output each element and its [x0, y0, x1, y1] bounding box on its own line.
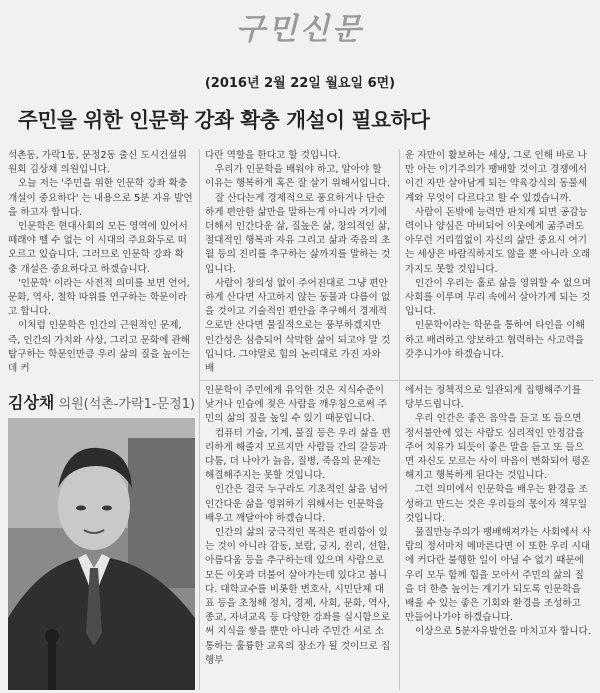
article-headline: 주민을 위한 인문학 강좌 확충 개설이 필요하다 — [18, 108, 430, 132]
paragraph: 우리 인간은 좋은 음악을 듣고 또 들으면 정서불안에 있는 사람도 심리적인 안정감을 주어 치유가 되듯이 좋은 말을 듣고 또 들으면 자신도 모르는 사이 마음이 변화되어 평온해지고 행복하게 된다는 것입니다. — [405, 413, 591, 482]
paragraph: 그런 의미에서 인문학을 배우는 환경을 조성하고 만드는 것은 우리들의 몫이자 책무일 것입니다. — [405, 484, 588, 524]
paragraph: 사람이 돈밖에 능력만 판치게 되면 공감능력이나 양심은 마비되어 이웃에게 굶주려도 아무런 거리낌없이 자신의 삶만 중요시 여기는 세상은 바람직하지도 않을 뿐 아니라 오래가지도 못할 것입니다. — [405, 206, 591, 275]
speaker-photo — [8, 418, 195, 690]
paragraph: 컴퓨터 기술, 기계, 물질 등은 우리 삶을 편리하게 해줄지 모르지만 사람들 간의 갈등과 다툼, 더 나아가 늙음, 질병, 죽음의 문제는 해결해주지는 못할 것입니다. — [205, 427, 391, 482]
paragraph: 인간은 결국 누구라도 기초적인 삶을 넘어 인간다운 삶을 영위하기 위해서는 인문학을 배우고 깨달아야 하겠습니다. — [205, 484, 388, 524]
paragraph: 오늘 저는 '주민을 위한 인문학 강좌 확충 개설이 중요하다' 는 내용으로 5분 자유 발언을 하고자 합니다. — [8, 178, 193, 218]
column-divider — [399, 149, 400, 690]
speaker-name: 김상채 — [8, 393, 55, 412]
article-column-4 — [205, 384, 393, 690]
article-column-3 — [405, 149, 593, 387]
paragraph: '인문학' 이라는 사전적 의미를 보면 언어, 문화, 역사, 철학 따위를 연구하는 학문이라고 합니다. — [8, 277, 190, 318]
column-divider — [199, 149, 200, 690]
article-column-1 — [8, 149, 193, 381]
speaker-caption — [8, 390, 195, 416]
dateline: (2016년 2월 22일 월요일 6면) — [204, 76, 396, 91]
paragraph: 다란 역할을 한다고 할 것입니다. — [205, 150, 341, 161]
paragraph: 석촌동, 가락1동, 문정2동 출신 도시건설위원회 김상채 의원입니다. — [8, 150, 187, 176]
paragraph: 인간이 우리는 홀로 삶을 영위할 수 없으며 사회를 이루며 무리 속에서 살아가게 되는 것입니다. — [405, 277, 591, 318]
paragraph: 우리가 인문학을 배워야 하고, 알아야 할 이유는 행복하게 혹은 잘 살기 위해서입니다. — [205, 164, 391, 190]
paragraph: 물질만능주의가 팽배해져가는 사회에서 사람의 정서마저 메마른다면 이 또한 우리 시대에 커다란 불행한 일이 아닐 수 없기 때문에 우리 모두 함께 힘을 모아서 주민의 삶의 질을 더 한층 높이는 계기가 되도록 인문학을 배울 수 있는 좋은 기회와 환경을 조성하고 만들어나가야 하겠습니다. — [405, 527, 591, 624]
paragraph: 인문학이라는 학문을 통하여 타인을 이해하고 배려하고 양보하고 협력하는 사고력을 갖추니가야 하겠습니다. — [405, 320, 585, 360]
newspaper-masthead: 구민신문 — [236, 12, 364, 47]
section-divider — [200, 380, 593, 381]
paragraph: 운 자만이 활보하는 세상, 그로 인해 바로 나만 아는 이기주의가 팽배할 것이고 경쟁에서 이긴 자만 살아남게 되는 약육강식의 동물세계와 무엇이 다르다고 할 수 있겠습니까. — [405, 150, 588, 204]
article-column-5 — [405, 384, 593, 684]
paragraph: 이처럼 인문학은 인간의 근원적인 문제, 즉, 인간의 가치와 사상, 그리고 문화에 관해 탐구하는 학문인만큼 우리 삶의 질을 높이는데 커 — [8, 320, 191, 375]
paragraph: 인문학은 현대사회의 모든 영역에 있어서 떼래야 뗄 수 없는 이 시대의 주요화두로 떠오르고 있습니다. 그러므로 인문학 강좌 확충 개설은 중요하다고 하겠습니다. — [8, 221, 188, 275]
paragraph: 이상으로 5분자유발언을 마치고자 합니다. — [415, 626, 591, 638]
paragraph: 에서는 정책적으로 일관되게 집행해주기를 당부드립니다. — [405, 385, 581, 411]
paragraph: 인문학이 주민에게 유익한 것은 지식수준이 낮거나 인습에 젖은 사람을 깨우침으로써 주민의 삶의 질을 높일 수 있기 때문입니다. — [205, 385, 388, 425]
paragraph: 잘 산다는게 경제적으로 풍요하거나 단순하게 편안한 삶만을 말하는게 아니라 거기에 더해서 인간다운 삶, 질높은 삶, 창의적인 삶, 절대적인 행복과 자유 그리고 삶과 죽음의 초월 등의 진리를 추구하는 삶까지를 말하는 것입니다. — [205, 192, 391, 275]
paragraph: 사람이 창의성 없이 주어진대로 그냥 편안하게 산다면 사고하지 않는 동물과 다름이 없을 것이고 기술적인 편안을 추구해서 경제적으로만 산다면 물질적으로는 풍부하겠지만 인간성은 심층되어 삭막한 삶이 되고야 말 것입니다. 그야말로 힘의 논리대로 가진 자와 배 — [205, 277, 391, 375]
speaker-title: 의원(석촌-가락1-문정1) — [58, 397, 196, 412]
speaker-portrait-illustration — [8, 418, 195, 690]
paragraph: 인간의 삶의 궁극적인 목적은 편리함이 있는 것이 아니라 감동, 보람, 긍지, 진리, 선함, 아름다움 등을 추구하는데 있으며 사람으로 모든 이웃과 더불어 살아가는데 있다고 봅니다. 대학교수를 비롯한 변호사, 시민단체 대표 등을 초청해 정치, 경제, 사회, 문화, 역사, 종교, 자녀교육 등 다양한 강좌를 실시함으로써 지식을 쌓을 뿐만 아니라 주민간 서로 소통하는 훌륭한 교육의 장소가 될 것이므로 집행부 — [205, 527, 391, 666]
article-column-2 — [205, 149, 393, 390]
